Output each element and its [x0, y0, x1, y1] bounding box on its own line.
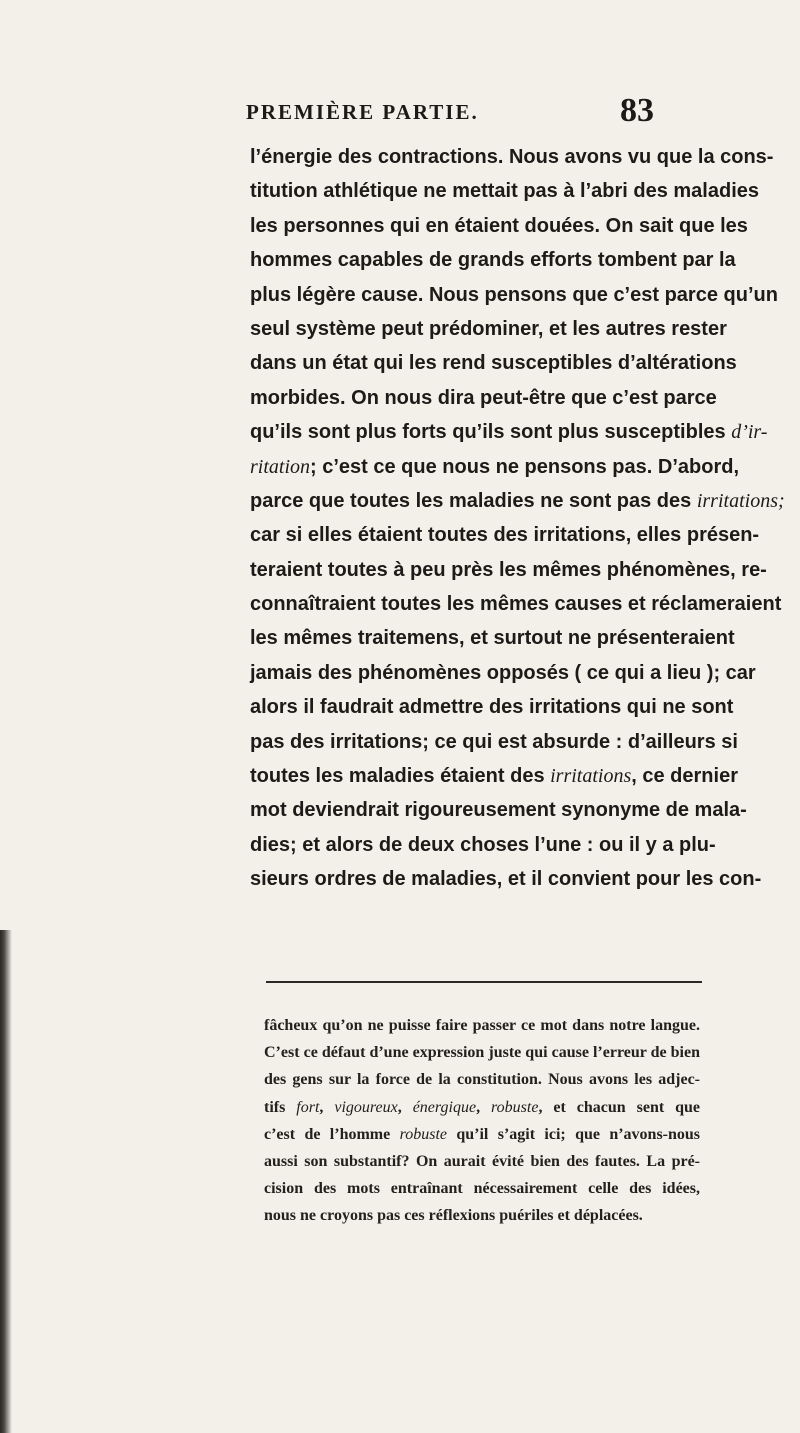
footnote-line — [264, 1094, 700, 1121]
text-line: titution athlétique ne mettait pas à l’abri des maladies — [250, 180, 760, 203]
text-line: pas des irritations; ce qui est absurde : d’ailleurs si — [250, 730, 738, 753]
text-segment: qu’ils sont plus forts qu’ils sont plus susceptibles — [250, 421, 726, 444]
text-line: les personnes qui en étaient douées. On sait que les — [250, 214, 748, 237]
page-edge-shadow — [0, 930, 12, 1433]
text-line: connaîtraient toutes les mêmes causes et réclameraient — [250, 593, 782, 616]
main-text — [250, 140, 785, 897]
text-line: les mêmes traitemens, et surtout ne présenteraient — [250, 627, 735, 650]
italic-term: robuste — [399, 1125, 447, 1143]
text-line: dies; et alors de deux choses l’une : ou il y a plu- — [250, 833, 716, 856]
footnote-line: aussi son substantif? On aurait évité bien des fautes. La pré- — [264, 1152, 700, 1170]
text-line: plus légère cause. Nous pensons que c’est parce qu’un — [250, 283, 778, 306]
text-segment: parce que toutes les maladies ne sont pas des — [250, 489, 692, 512]
text-line: sieurs ordres de maladies, et il convient pour les con- — [250, 868, 762, 891]
text-line: car si elles étaient toutes des irritations, elles présen- — [250, 524, 760, 547]
italic-term: robuste — [491, 1098, 539, 1116]
footnote-line: fâcheux qu’on ne puisse faire passer ce mot dans notre langue. — [264, 1017, 700, 1034]
text-line — [250, 484, 785, 518]
text-segment: ; c’est ce que nous ne pensons pas. D’abord, — [310, 455, 739, 478]
footnote — [264, 1012, 700, 1230]
italic-term: irritations — [550, 765, 632, 788]
text-line: teraient toutes à peu près les mêmes phénomènes, re- — [250, 558, 767, 581]
text-line — [250, 415, 768, 449]
text-segment: tifs — [264, 1098, 286, 1116]
italic-term: irritations; — [696, 489, 785, 512]
text-line — [250, 450, 739, 484]
text-segment: c’est de l’homme — [264, 1125, 391, 1143]
text-segment: , ce dernier — [631, 765, 738, 788]
italic-term: vigoureux — [334, 1098, 398, 1116]
text-segment: toutes les maladies étaient des — [250, 765, 545, 788]
italic-term: énergique — [412, 1098, 477, 1116]
footnote-rule — [266, 981, 702, 983]
italic-term: fort — [296, 1098, 320, 1116]
page-header — [246, 92, 654, 132]
text-line: hommes capables de grands efforts tombent par la — [250, 249, 736, 272]
text-line: dans un état qui les rend susceptibles d’altérations — [250, 352, 737, 375]
footnote-line — [264, 1121, 700, 1148]
text-segment: , — [397, 1098, 402, 1116]
page-number: 83 — [620, 92, 654, 129]
text-line: alors il faudrait admettre des irritations qui ne sont — [250, 696, 734, 719]
text-line: seul système peut prédominer, et les autres rester — [250, 317, 727, 340]
italic-term: ritation — [250, 455, 311, 478]
text-line — [250, 759, 738, 793]
text-segment: , et chacun sent que — [538, 1098, 701, 1116]
text-segment: , — [476, 1098, 481, 1116]
text-line: jamais des phénomènes opposés ( ce qui a lieu ); car — [250, 661, 756, 684]
text-segment: , — [319, 1098, 324, 1116]
running-head: PREMIÈRE PARTIE. — [246, 100, 479, 124]
text-line: l’énergie des contractions. Nous avons vu que la cons- — [250, 146, 774, 168]
footnote-line: C’est ce défaut d’une expression juste qui cause l’erreur de bien — [264, 1044, 700, 1062]
text-segment: qu’il s’agit ici; que n’avons-nous — [456, 1125, 701, 1143]
italic-term: d’ir- — [731, 421, 768, 444]
text-line: morbides. On nous dira peut-être que c’est parce — [250, 386, 717, 409]
text-line: mot deviendrait rigoureusement synonyme de mala- — [250, 799, 747, 822]
footnote-line: des gens sur la force de la constitution. Nous avons les adjec- — [264, 1071, 700, 1089]
footnote-line: nous ne croyons pas ces réflexions puériles et déplacées. — [264, 1207, 643, 1225]
footnote-line: cision des mots entraînant nécessairement celle des idées, — [264, 1180, 700, 1198]
